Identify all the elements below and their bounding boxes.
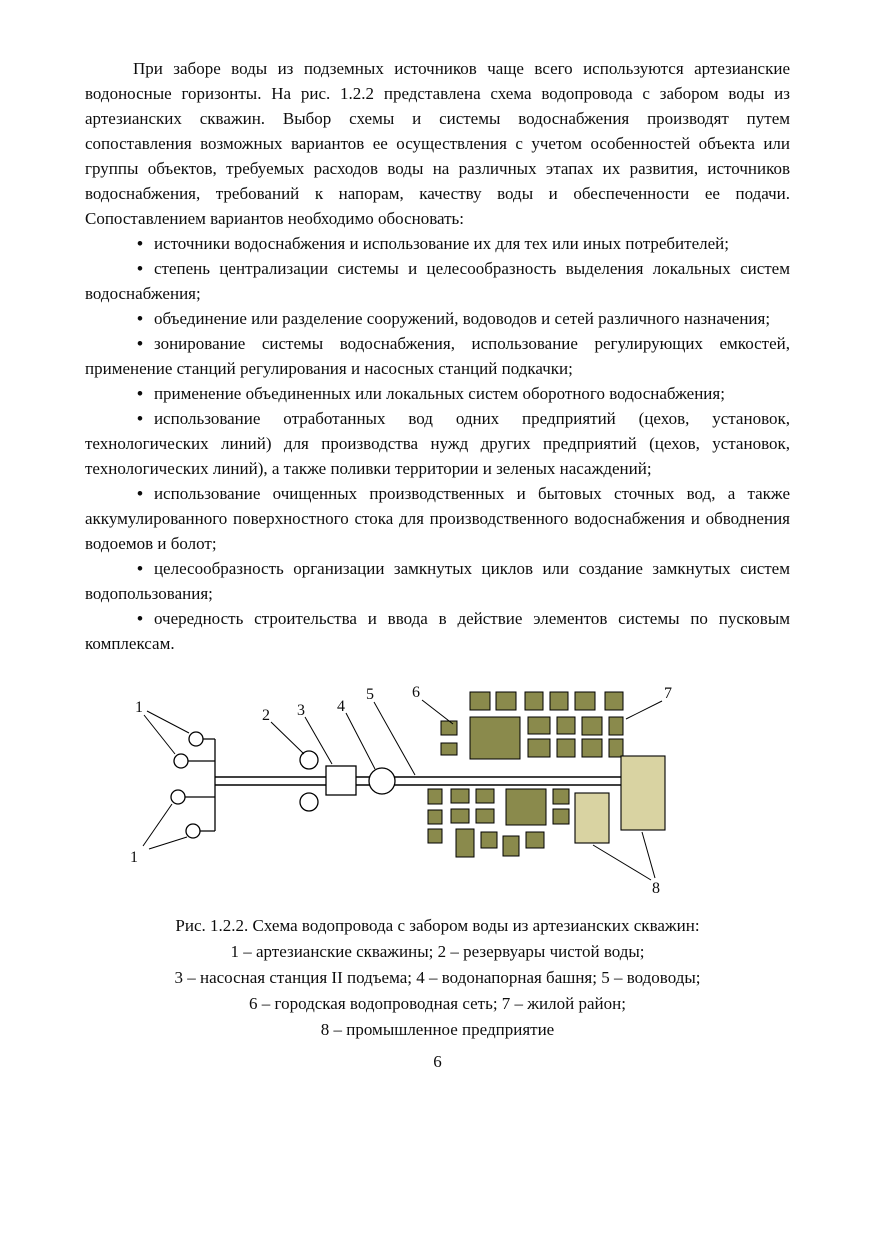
label-6: 6	[411, 684, 420, 701]
city-block	[451, 789, 469, 803]
bullet-list	[85, 231, 790, 656]
bullet-marker: •	[137, 384, 143, 403]
list-item-text: целесообразность организации замкнутых циклов или создание замкнутых систем водопользования;	[85, 559, 790, 603]
list-item-text: очередность строительства и ввода в действие элементов системы по пусковым комплексам.	[85, 609, 790, 653]
city-block	[506, 789, 546, 825]
city-block	[605, 692, 623, 710]
label-3: 3	[296, 702, 305, 719]
city-block	[609, 739, 623, 757]
city-block	[557, 739, 575, 757]
list-item	[85, 306, 790, 331]
list-item-text: степень централизации системы и целесообразность выделения локальных систем водоснабжения;	[85, 259, 790, 303]
city-block	[553, 789, 569, 804]
city-block	[476, 809, 494, 823]
diagram-svg	[108, 676, 768, 904]
figure-labels	[130, 684, 672, 897]
intro-paragraph: При заборе воды из подземных источников чаще всего используются артезианские водоносные горизонты. На рис. 1.2.2 представлена схема водопровода с забором воды из артезианских скважин. Выбор схемы и системы водоснабжения производят путем сопоставления возможных вариантов ее осуществления с учетом особенностей объекта или группы объектов, требуемых расходов воды на различных этапах их развития, источников водоснабжения, требований к напорам, качеству воды и обеспеченности ее подачи. Сопоставлением вариантов необходимо обосновать:	[85, 59, 790, 228]
city-block	[528, 739, 550, 757]
caption-line: 8 – промышленное предприятие	[320, 1020, 555, 1039]
bullet-marker: •	[137, 409, 143, 428]
list-item	[85, 256, 790, 306]
bullet-marker: •	[137, 309, 143, 328]
city-block	[503, 836, 519, 856]
list-item	[85, 556, 790, 606]
label-2: 2	[261, 707, 270, 724]
city-block	[451, 809, 469, 823]
list-item	[85, 406, 790, 481]
label-1-bottom: 1	[129, 849, 138, 866]
city-block	[496, 692, 516, 710]
city-block	[550, 692, 568, 710]
list-item-text: использование очищенных производственных и бытовых сточных вод, а также аккумулированного поверхностного стока для производственного водоснабжения и обводнения водоемов и болот;	[85, 484, 790, 553]
label-4: 4	[336, 698, 345, 715]
bullet-marker: •	[137, 484, 143, 503]
city-block	[582, 739, 602, 757]
city-block	[526, 832, 544, 848]
bullet-marker: •	[137, 259, 143, 278]
industrial-building	[621, 756, 665, 830]
list-item	[85, 231, 790, 256]
city-block	[428, 810, 442, 824]
water-supply-diagram	[85, 676, 790, 911]
city-block	[575, 692, 595, 710]
city-block	[470, 692, 490, 710]
city-block	[609, 717, 623, 735]
city-block	[557, 717, 575, 734]
caption-line: 6 – городская водопроводная сеть; 7 – жилой район;	[249, 994, 626, 1013]
artesian-wells-group	[171, 732, 215, 838]
list-item-text: зонирование системы водоснабжения, использование регулирующих емкостей, применение станций регулирования и насосных станций подкачки;	[85, 334, 790, 378]
page-number: 6	[433, 1052, 442, 1071]
well-icon	[189, 732, 203, 746]
industrial-buildings	[575, 756, 665, 843]
list-item-text: источники водоснабжения и использование их для тех или иных потребителей;	[153, 234, 729, 253]
bullet-marker: •	[137, 334, 143, 353]
well-icon	[171, 790, 185, 804]
label-7: 7	[663, 685, 672, 702]
list-item-text: применение объединенных или локальных систем оборотного водоснабжения;	[153, 384, 725, 403]
city-block	[528, 717, 550, 734]
list-item	[85, 381, 790, 406]
city-block	[428, 829, 442, 843]
list-item-text: объединение или разделение сооружений, водоводов и сетей различного назначения;	[153, 309, 771, 328]
label-5: 5	[365, 686, 374, 703]
list-item	[85, 481, 790, 556]
caption-line: Рис. 1.2.2. Схема водопровода с забором воды из артезианских скважин:	[175, 916, 700, 935]
reservoir-icon	[300, 793, 318, 811]
label-1-top: 1	[134, 699, 143, 716]
water-tower	[369, 768, 395, 794]
city-block	[428, 789, 442, 804]
main-pipe	[215, 777, 621, 785]
label-8: 8	[651, 880, 660, 897]
list-item	[85, 331, 790, 381]
city-block	[525, 692, 543, 710]
list-item	[85, 606, 790, 656]
reservoirs-group	[300, 751, 318, 811]
figure-1-2-2	[85, 676, 790, 1043]
city-block	[553, 809, 569, 824]
reservoir-icon	[300, 751, 318, 769]
caption-line: 1 – артезианские скважины; 2 – резервуары чистой воды;	[230, 942, 645, 961]
bullet-marker: •	[137, 609, 143, 628]
city-block	[476, 789, 494, 803]
city-block	[481, 832, 497, 848]
bullet-marker: •	[137, 234, 143, 253]
city-block	[441, 721, 457, 735]
city-block	[582, 717, 602, 735]
bullet-marker: •	[137, 559, 143, 578]
well-icon	[174, 754, 188, 768]
city-block	[470, 717, 520, 759]
list-item-text: использование отработанных вод одних предприятий (цехов, установок, технологических линий) для производства нужд других предприятий (цехов, установок, технологических линий), а также поливки территории и зеленых насаждений;	[85, 409, 790, 478]
figure-caption	[85, 913, 790, 1043]
pump-station	[326, 766, 356, 795]
industrial-building	[575, 793, 609, 843]
city-block	[456, 829, 474, 857]
city-block	[441, 743, 457, 755]
caption-line: 3 – насосная станция II подъема; 4 – водонапорная башня; 5 – водоводы;	[174, 968, 701, 987]
well-icon	[186, 824, 200, 838]
